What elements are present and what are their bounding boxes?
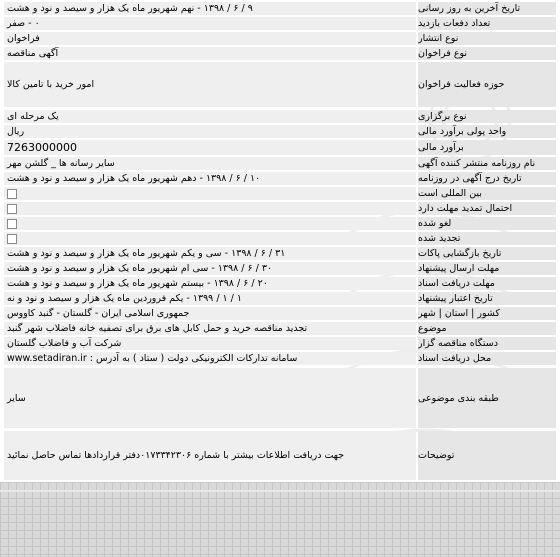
- row-holding-type: [4, 110, 556, 123]
- row-newspaper-date: [4, 172, 556, 185]
- activity-field-label: حوزه فعالیت فراخوان: [418, 62, 556, 107]
- currency-label: واحد پولی برآورد مالی: [418, 125, 556, 138]
- last-update-label: تاریخ آخرین به روز رسانی: [418, 2, 556, 15]
- opening-date-value: ۳۱ / ۶ / ۱۳۹۸ - سی و یکم شهریور ماه یک هزار و سیصد و نود و هشت: [4, 247, 416, 260]
- row-organizer: [4, 337, 556, 350]
- newspaper-date-label: تاریخ درج آگهی در روزنامه: [418, 172, 556, 185]
- description-value: جهت دریافت اطلاعات بیشتر با شماره ۰۱۷۳۳۴۲۳۰۶دفتر قراردادها تماس حاصل نمائید: [4, 431, 416, 480]
- subject-label: موضوع: [418, 322, 556, 335]
- row-extension: [4, 202, 556, 215]
- submission-deadline-value: ۳۰ / ۶ / ۱۳۹۸ - سی ام شهریور ماه یک هزار و سیصد و نود و هشت: [4, 262, 416, 275]
- publication-type-label: نوع انتشار: [418, 32, 556, 45]
- activity-field-value: امور خرید با تامین کالا: [4, 62, 416, 107]
- estimate-label: برآورد مالی: [418, 140, 556, 155]
- row-call-type: [4, 47, 556, 60]
- footer-strip: [0, 490, 560, 492]
- row-offer-validity: [4, 292, 556, 305]
- estimate-value: 7263000000: [4, 140, 416, 155]
- cancelled-value: [4, 217, 416, 230]
- row-description: [4, 431, 556, 480]
- row-documents-deadline: [4, 277, 556, 290]
- row-renewed: [4, 232, 556, 245]
- international-checkbox[interactable]: [7, 189, 17, 199]
- visit-count-label: تعداد دفعات بازدید: [418, 17, 556, 30]
- row-subject: [4, 322, 556, 335]
- row-location: [4, 307, 556, 320]
- location-label: کشور | استان | شهر: [418, 307, 556, 320]
- row-submission-deadline: [4, 262, 556, 275]
- newspaper-value: سایر رسانه ها _ گلشن مهر: [4, 157, 416, 170]
- row-opening-date: [4, 247, 556, 260]
- cancelled-label: لغو شده: [418, 217, 556, 230]
- extension-value: [4, 202, 416, 215]
- row-activity-field: [4, 62, 556, 107]
- subject-value: تجدید مناقصه خرید و حمل کابل های برق برای تصفیه خانه فاضلاب شهر گنبد: [4, 322, 416, 335]
- holding-type-value: یک مرحله ای: [4, 110, 416, 123]
- last-update-value: ۹ / ۶ / ۱۳۹۸ - نهم شهریور ماه یک هزار و سیصد و نود و هشت: [4, 2, 416, 15]
- row-last-update: [4, 2, 556, 15]
- cancelled-checkbox[interactable]: [7, 219, 17, 229]
- location-value: جمهوری اسلامی ایران - گلستان - گنبد کاووس: [4, 307, 416, 320]
- offer-validity-value: ۱ / ۱ / ۱۳۹۹ - یکم فروردین ماه یک هزار و سیصد و نود و نه: [4, 292, 416, 305]
- footer-pattern: [0, 482, 560, 557]
- documents-deadline-value: ۲۰ / ۶ / ۱۳۹۸ - بیستم شهریور ماه یک هزار و سیصد و نود و هشت: [4, 277, 416, 290]
- row-visit-count: [4, 17, 556, 30]
- organizer-label: دستگاه مناقصه گزار: [418, 337, 556, 350]
- description-label: توضیحات: [418, 431, 556, 480]
- international-label: بین المللی است: [418, 187, 556, 200]
- category-label: طبقه بندی موضوعی: [418, 368, 556, 428]
- row-newspaper: [4, 157, 556, 170]
- publication-type-value: فراخوان: [4, 32, 416, 45]
- row-estimate: [4, 140, 556, 155]
- documents-deadline-label: مهلت دریافت اسناد: [418, 277, 556, 290]
- organizer-value: شرکت آب و فاضلاب گلستان: [4, 337, 416, 350]
- row-currency: [4, 125, 556, 138]
- submission-deadline-label: مهلت ارسال پیشنهاد: [418, 262, 556, 275]
- row-international: [4, 187, 556, 200]
- extension-label: احتمال تمدید مهلت دارد: [418, 202, 556, 215]
- opening-date-label: تاریخ بازگشایی پاکات: [418, 247, 556, 260]
- documents-location-label: محل دریافت اسناد: [418, 352, 556, 365]
- row-category: [4, 368, 556, 428]
- renewed-label: تجدید شده: [418, 232, 556, 245]
- newspaper-date-value: ۱۰ / ۶ / ۱۳۹۸ - دهم شهریور ماه یک هزار و سیصد و نود و هشت: [4, 172, 416, 185]
- documents-location-value: سامانه تدارکات الکترونیکی دولت ( ستاد ) به آدرس : www.setadiran.ir: [4, 352, 416, 365]
- category-text: سایر: [7, 392, 26, 404]
- row-cancelled: [4, 217, 556, 230]
- newspaper-label: نام روزنامه منتشر کننده آگهی: [418, 157, 556, 170]
- call-type-value: آگهی مناقصه: [4, 47, 416, 60]
- row-documents-location: [4, 352, 556, 365]
- international-value: [4, 187, 416, 200]
- category-value: [4, 368, 416, 428]
- currency-value: ریال: [4, 125, 416, 138]
- visit-count-value: ۰ - صفر: [4, 17, 416, 30]
- extension-checkbox[interactable]: [7, 204, 17, 214]
- renewed-checkbox[interactable]: [7, 234, 17, 244]
- renewed-value: [4, 232, 416, 245]
- row-publication-type: [4, 32, 556, 45]
- offer-validity-label: تاریخ اعتبار پیشنهاد: [418, 292, 556, 305]
- holding-type-label: نوع برگزاری: [418, 110, 556, 123]
- call-type-label: نوع فراخوان: [418, 47, 556, 60]
